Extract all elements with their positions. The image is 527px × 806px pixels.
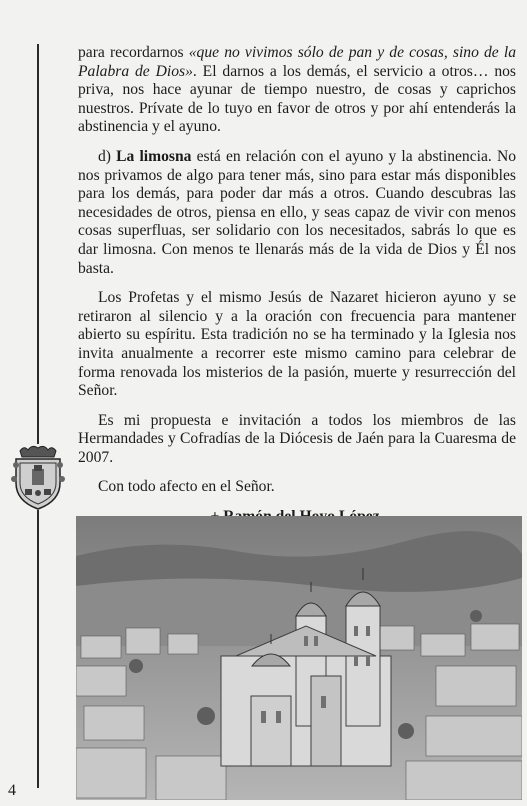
- margin-rule-top: [37, 44, 39, 444]
- p2-marker: d): [98, 147, 117, 165]
- page-number: 4: [8, 782, 16, 799]
- p1-text-end: . El darnos a los demás, el servicio a otros… nos priva, nos hace ayunar de tiempo nuestro, de cosas y caprichos nuestros. Prívate de lo tuyo en favor de otros y por ahí entenderás la abstinencia y el ayuno.: [78, 62, 517, 136]
- paragraph-3: Los Profetas y el mismo Jesús de Nazaret hicieron ayuno y se retiraron al silencio y a la oración con frecuencia para mantener abierto su espíritu. Esta tradición no se ha terminado y la Iglesia nos invita anualmente a recorrer este mismo camino para celebrar de forma renovada los misterios de la pasión, muerte y resurrección del Señor.: [78, 289, 516, 400]
- paragraph-5: Con todo afecto en el Señor.: [98, 478, 275, 496]
- paragraph-4: Es mi propuesta e invitación a todos los miembros de las Hermandades y Cofradías de la Diócesis de Jaén para la Cuaresma de 2007.: [78, 411, 516, 466]
- p1-text-start: para recordarnos: [78, 44, 189, 61]
- margin-rule-bottom: [37, 510, 39, 788]
- p2-text: está en relación con el ayuno y la abstinencia. No nos privamos de algo para tener más, sino para estar más disponibles para los demás, para poder dar más a otros. Cuando descubras las necesidades de otros, piensa en ello, y seas capaz de vivir con menos cosas superfluas, ser solidario con los necesitados, sabrás lo que es dar limosna. Con menos te llenarás más de la vida de Dios y Él nos basta.: [78, 147, 516, 277]
- p2-heading: La limosna: [116, 147, 192, 165]
- letter-body: [78, 44, 516, 567]
- paragraph-2: [78, 148, 516, 278]
- p1-quote: «que no vivimos sólo de pan y de cosas, sino de la Palabra de Dios»: [78, 44, 517, 80]
- paragraph-1: [78, 44, 516, 137]
- cathedral-photo-illustration: [76, 516, 522, 800]
- coat-of-arms-icon: [10, 443, 66, 511]
- cathedral-photo: [76, 516, 522, 800]
